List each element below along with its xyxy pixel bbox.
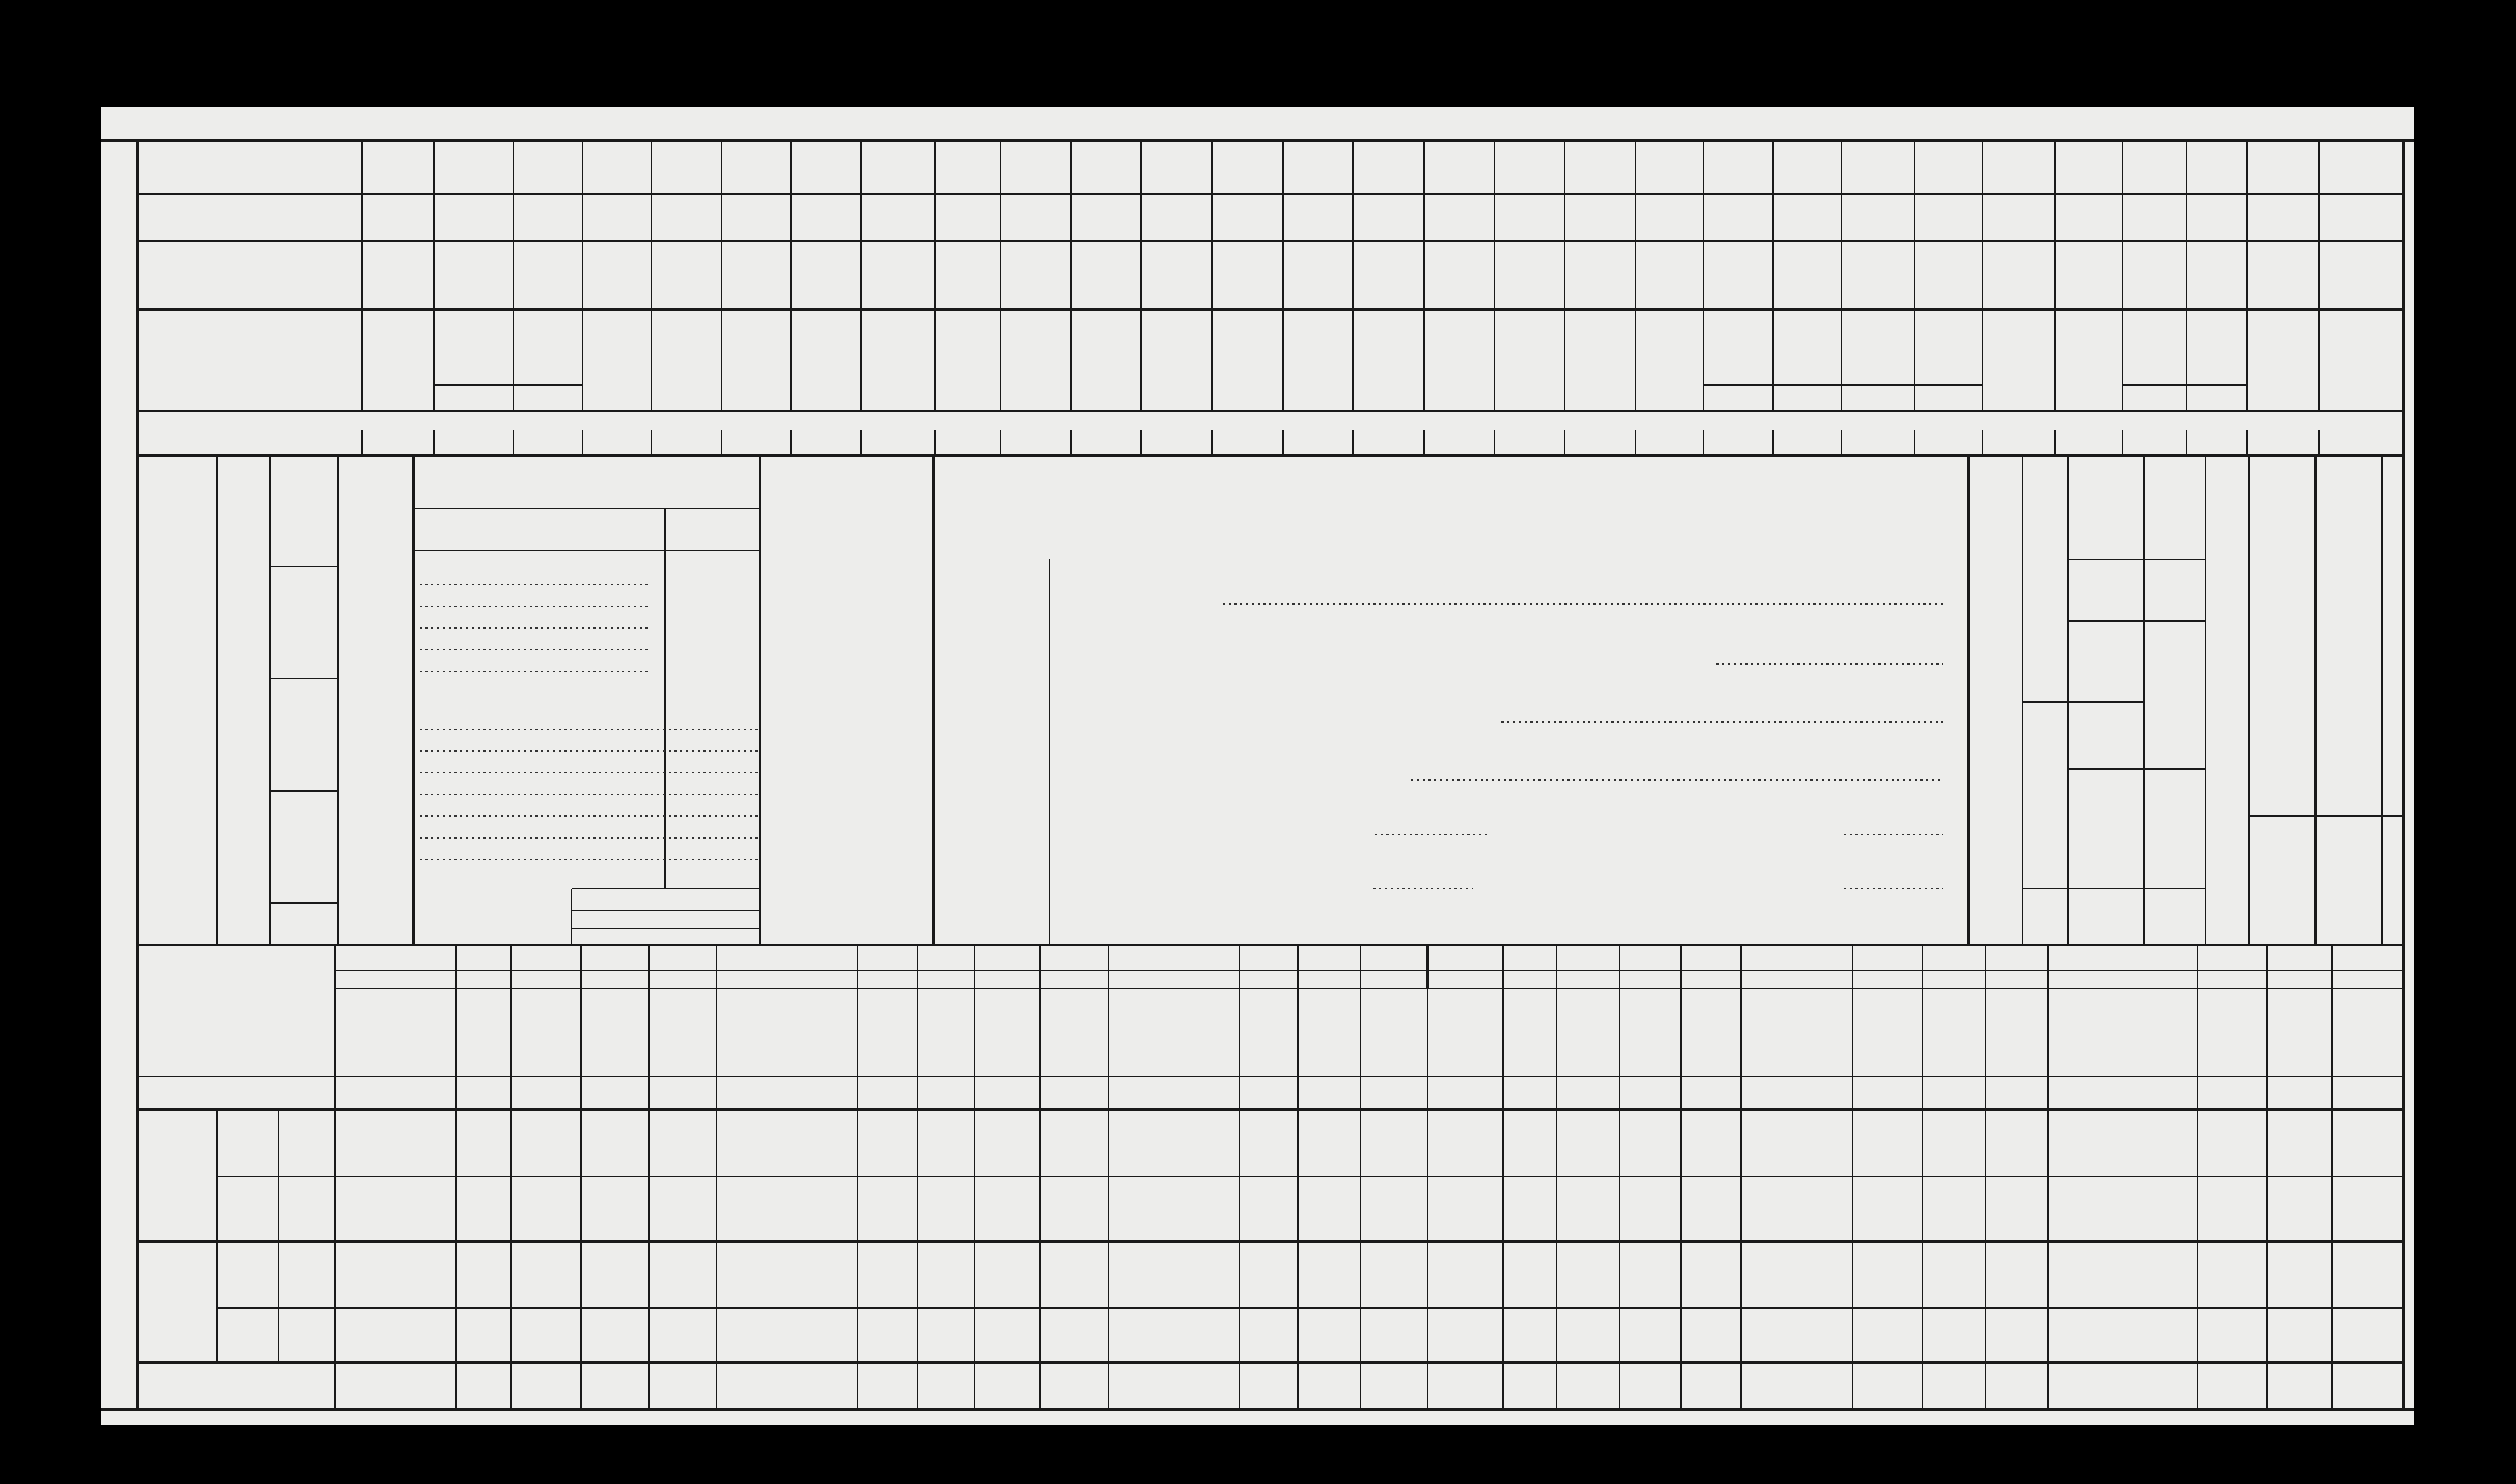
card-grid xyxy=(101,107,2414,1425)
census-card xyxy=(101,107,2414,1425)
